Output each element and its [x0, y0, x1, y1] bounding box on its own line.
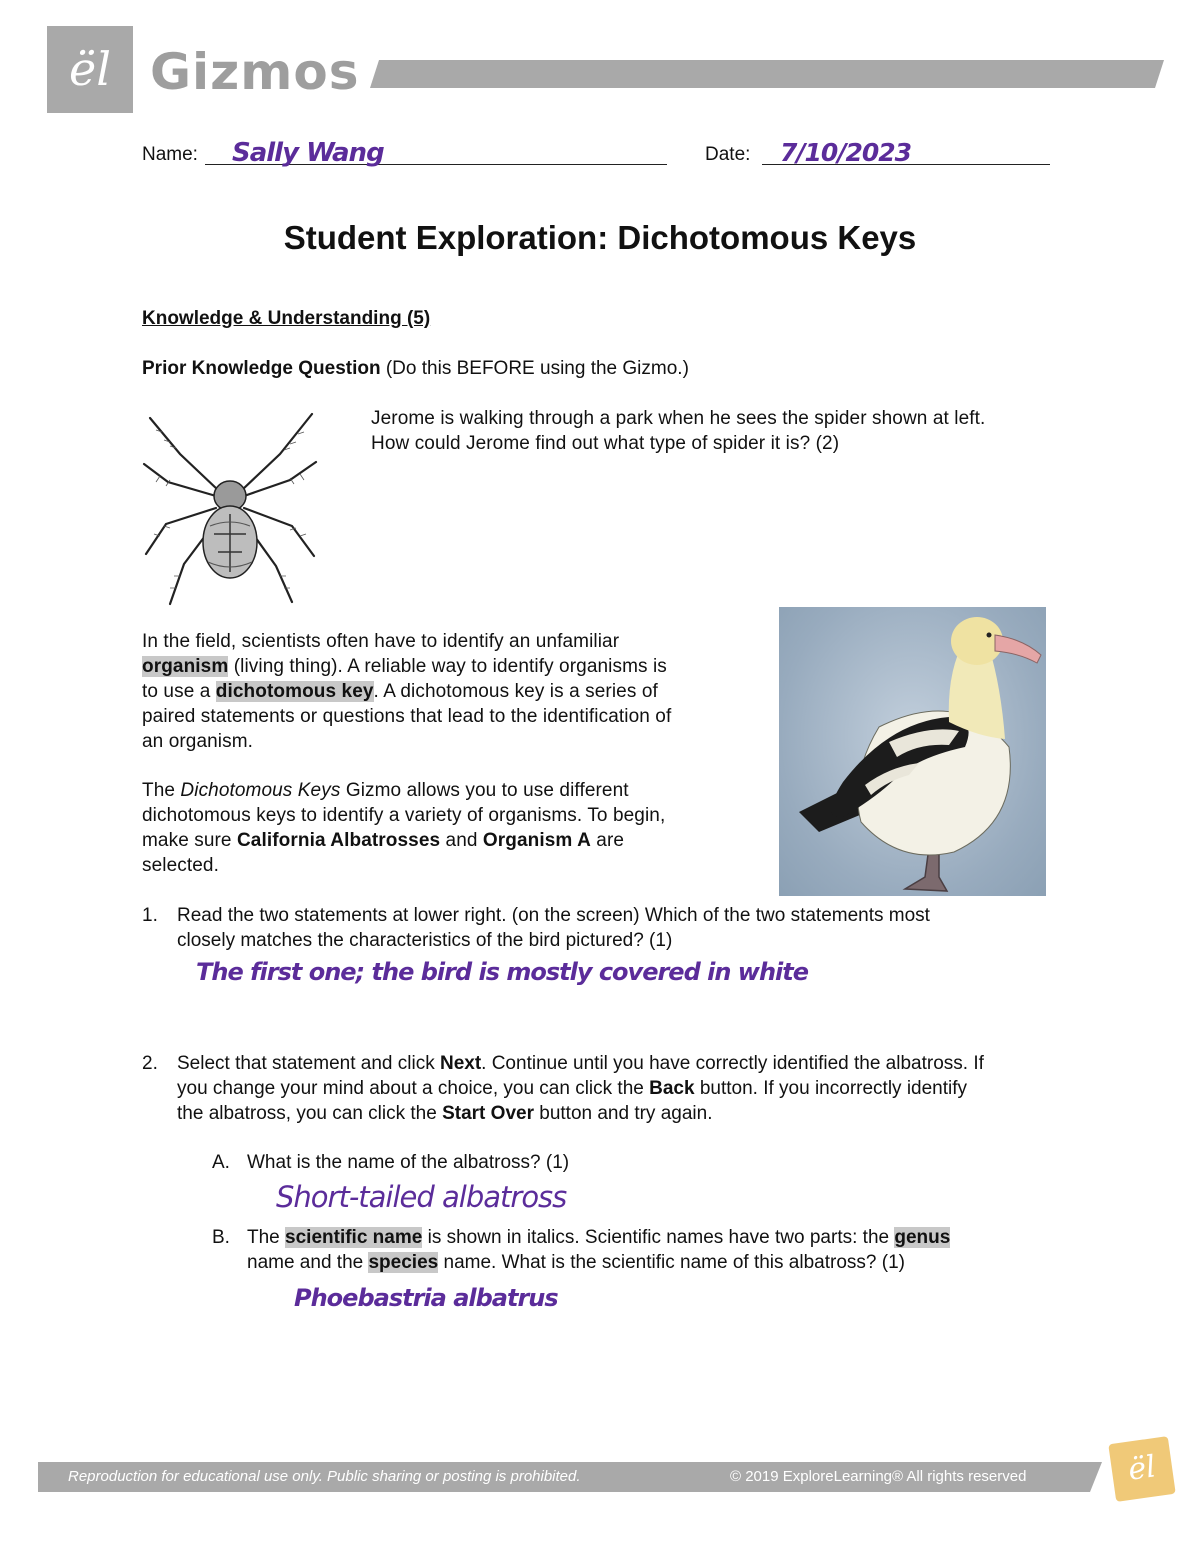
gizmo-pre: The — [142, 780, 181, 801]
qa-text: What is the name of the albatross? (1) — [247, 1152, 570, 1173]
gizmo-line2: dichotomous keys to identify a variety of organisms. To begin, — [142, 805, 666, 826]
qb-line2-pre: name and the — [247, 1252, 369, 1273]
prior-knowledge-heading — [142, 358, 689, 380]
term-organism-a: Organism A — [482, 830, 591, 851]
term-scientific-name: scientific name — [285, 1227, 423, 1248]
q2-line3 — [177, 1101, 712, 1126]
intro-line2-rest: (living thing). A reliable way to identify organisms is — [228, 656, 667, 677]
footer-copyright: © 2019 ExploreLearning® All rights reserved — [730, 1468, 1027, 1485]
footer-logo-glyph: ël — [1125, 1449, 1158, 1488]
prior-question-line2: How could Jerome find out what type of spider it is? (2) — [371, 433, 840, 454]
header-bar — [370, 60, 1164, 88]
qa-letter: A. — [212, 1152, 230, 1173]
gizmos-logo — [47, 26, 133, 113]
qb-line2-post: name. What is the scientific name of this albatross? (1) — [438, 1252, 905, 1273]
term-genus: genus — [894, 1227, 951, 1248]
section-heading: Knowledge & Understanding (5) — [142, 308, 431, 329]
q1-answer-handwritten: The first one; the bird is mostly covered in white — [196, 958, 809, 986]
gizmo-line3-pre: make sure — [142, 830, 237, 851]
gizmo-line3-post: are — [590, 830, 625, 851]
q1-line2: closely matches the characteristics of the bird pictured? (1) — [177, 930, 673, 951]
qb-answer-handwritten: Phoebastria albatrus — [294, 1284, 558, 1312]
term-back: Back — [649, 1078, 695, 1099]
qb-line1 — [247, 1225, 950, 1250]
q2-number: 2. — [142, 1053, 158, 1074]
qb-mid1: is shown in italics. Scientific names have two parts: the — [422, 1227, 895, 1248]
intro-line5: an organism. — [142, 731, 254, 752]
name-handwritten: Sally Wang — [232, 138, 384, 168]
term-next: Next — [439, 1053, 482, 1074]
name-label: Name: — [142, 144, 198, 165]
albatross-image — [779, 607, 1046, 896]
intro-line2 — [142, 654, 667, 679]
intro-line3-pre: to use a — [142, 681, 216, 702]
q2-line1-post: . Continue until you have correctly identified the albatross. If — [481, 1053, 984, 1074]
q1-line1: Read the two statements at lower right. (on the screen) Which of the two statements most — [177, 905, 930, 926]
logo-glyph: ël — [69, 42, 111, 96]
gizmo-line1 — [142, 778, 629, 803]
brand-name: Gizmos — [150, 43, 360, 101]
footer-disclaimer: Reproduction for educational use only. Public sharing or posting is prohibited. — [68, 1468, 581, 1485]
qa-answer-handwritten: Short-tailed albatross — [276, 1180, 567, 1214]
prior-note: (Do this BEFORE using the Gizmo.) — [380, 358, 689, 379]
intro-line3 — [142, 679, 658, 704]
page-title: Student Exploration: Dichotomous Keys — [283, 219, 917, 256]
term-species: species — [368, 1252, 439, 1273]
intro-line3-post: . A dichotomous key is a series of — [373, 681, 658, 702]
qb-pre: The — [247, 1227, 286, 1248]
explorelearning-logo — [1108, 1436, 1175, 1502]
gizmo-and: and — [440, 830, 483, 851]
q2-line3-pre: the albatross, you can click the — [177, 1103, 443, 1124]
q2-line1-pre: Select that statement and click — [177, 1053, 440, 1074]
gizmo-line4: selected. — [142, 855, 219, 876]
date-label: Date: — [705, 144, 751, 165]
prior-question-line1: Jerome is walking through a park when he sees the spider shown at left. — [371, 408, 986, 429]
date-handwritten: 7/10/2023 — [780, 138, 912, 167]
q2-line2-post: button. If you incorrectly identify — [694, 1078, 968, 1099]
term-start-over: Start Over — [442, 1103, 534, 1124]
q2-line1 — [177, 1051, 984, 1076]
qb-line2 — [247, 1250, 905, 1275]
q1-number: 1. — [142, 905, 158, 926]
intro-line1: In the field, scientists often have to identify an unfamiliar — [142, 631, 620, 652]
gizmo-name: Dichotomous Keys — [180, 780, 341, 801]
gizmo-line3 — [142, 828, 624, 853]
term-organism: organism — [142, 656, 229, 677]
spider-image — [140, 404, 320, 607]
qb-letter: B. — [212, 1227, 230, 1248]
q2-line2 — [177, 1076, 967, 1101]
q2-line2-pre: you change your mind about a choice, you can click the — [177, 1078, 650, 1099]
q2-line3-post: button and try again. — [533, 1103, 713, 1124]
prior-label: Prior Knowledge Question — [142, 358, 381, 379]
term-california-albatrosses: California Albatrosses — [236, 830, 441, 851]
intro-line4: paired statements or questions that lead to the identification of — [142, 706, 672, 727]
term-dichotomous-key: dichotomous key — [215, 681, 374, 702]
gizmo-line1-post: Gizmo allows you to use different — [340, 780, 629, 801]
